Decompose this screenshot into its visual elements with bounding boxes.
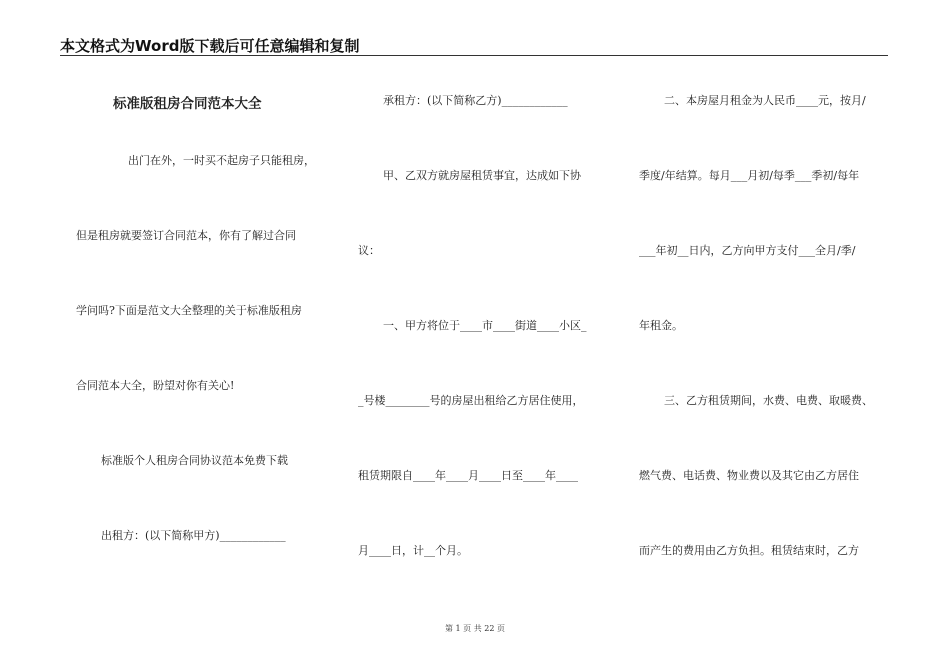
paragraph-line: _号楼________号的房屋出租给乙方居住使用， bbox=[358, 394, 584, 407]
paragraph-line: 年租金。 bbox=[639, 319, 683, 332]
paragraph-line: 一、甲方将位于____市____街道____小区_ bbox=[383, 319, 587, 332]
paragraph-line: 出租方：(以下简称甲方)____________ bbox=[101, 529, 286, 542]
paragraph-line: 租赁期限自____年____月____日至____年____ bbox=[358, 469, 578, 482]
section-heading: 标准版个人租房合同协议范本免费下载 bbox=[101, 454, 288, 467]
paragraph-line: 合同范本大全，盼望对你有关心! bbox=[76, 379, 235, 392]
paragraph-line: 出门在外，一时买不起房子只能租房， bbox=[128, 154, 315, 167]
paragraph-line: 议： bbox=[358, 244, 380, 257]
paragraph-line: ___年初__日内，乙方向甲方支付___全月/季/ bbox=[639, 244, 856, 257]
paragraph-line: 季度/年结算。每月___月初/每季___季初/每年 bbox=[639, 169, 860, 182]
header-divider bbox=[60, 55, 888, 56]
document-header: 本文格式为Word版下载后可任意编辑和复制 bbox=[60, 37, 360, 55]
paragraph-line: 二、本房屋月租金为人民币____元，按月/ bbox=[664, 94, 866, 107]
page-number: 第 1 页 共 22 页 bbox=[445, 624, 505, 633]
paragraph-line: 承租方：(以下简称乙方)____________ bbox=[383, 94, 568, 107]
document-title: 标准版租房合同范本大全 bbox=[113, 96, 262, 112]
paragraph-line: 月____日，计__个月。 bbox=[358, 544, 468, 557]
paragraph-line: 而产生的费用由乙方负担。租赁结束时，乙方 bbox=[639, 544, 859, 557]
paragraph-line: 三、乙方租赁期间，水费、电费、取暖费、 bbox=[664, 394, 873, 407]
paragraph-line: 但是租房就要签订合同范本，你有了解过合同 bbox=[76, 229, 296, 242]
paragraph-line: 燃气费、电话费、物业费以及其它由乙方居住 bbox=[639, 469, 859, 482]
paragraph-line: 甲、乙双方就房屋租赁事宜，达成如下协 bbox=[383, 169, 581, 182]
paragraph-line: 学问吗?下面是范文大全整理的关于标准版租房 bbox=[76, 304, 302, 317]
